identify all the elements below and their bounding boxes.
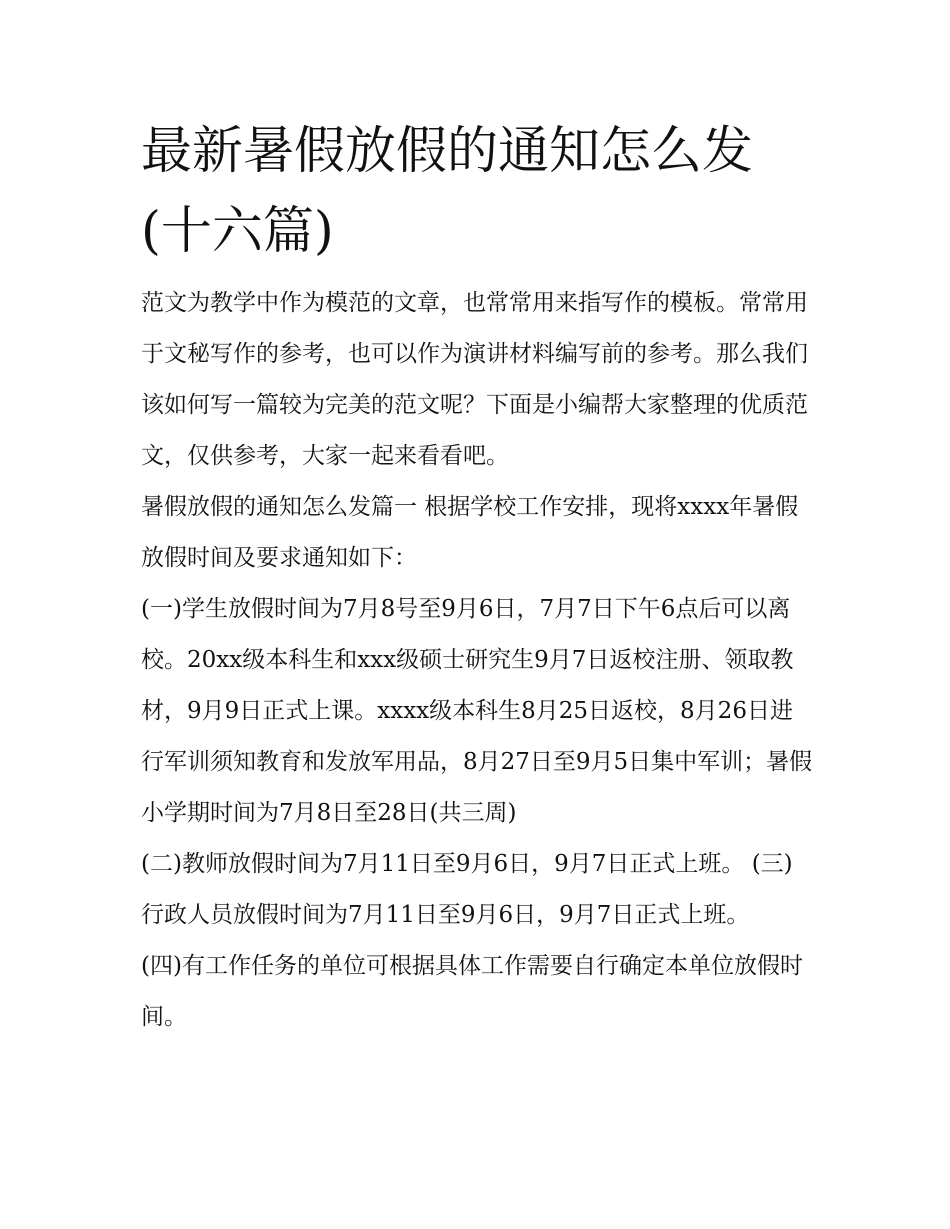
document-body [141,278,813,1043]
notice-intro-paragraph: 暑假放假的通知怎么发篇一 根据学校工作安排，现将xxxx年暑假放假时间及要求通知如下： [141,494,799,571]
student-schedule-paragraph: (一)学生放假时间为7月8号至9月6日，7月7日下午6点后可以离校。20xx级本科生和xxx级硕士研究生9月7日返校注册、领取教材，9月9日正式上课。xxxx级本科生8月25日返校，8月26日进行军训须知教育和发放军用品，8月27日至9月5日集中军训；暑假小学期时间为7月8日至28日(共三周) [141,596,813,826]
unit-schedule-paragraph: (四)有工作任务的单位可根据具体工作需要自行确定本单位放假时间。 [141,953,803,1030]
document-title: 最新暑假放假的通知怎么发(十六篇) [141,122,754,261]
intro-paragraph: 范文为教学中作为模范的文章，也常常用来指写作的模板。常常用于文秘写作的参考，也可以作为演讲材料编写前的参考。那么我们该如何写一篇较为完美的范文呢？下面是小编帮大家整理的优质范文，仅供参考，大家一起来看看吧。 [141,290,808,469]
staff-schedule-paragraph: (二)教师放假时间为7月11日至9月6日，9月7日正式上班。 (三)行政人员放假时间为7月11日至9月6日，9月7日正式上班。 [141,851,793,928]
